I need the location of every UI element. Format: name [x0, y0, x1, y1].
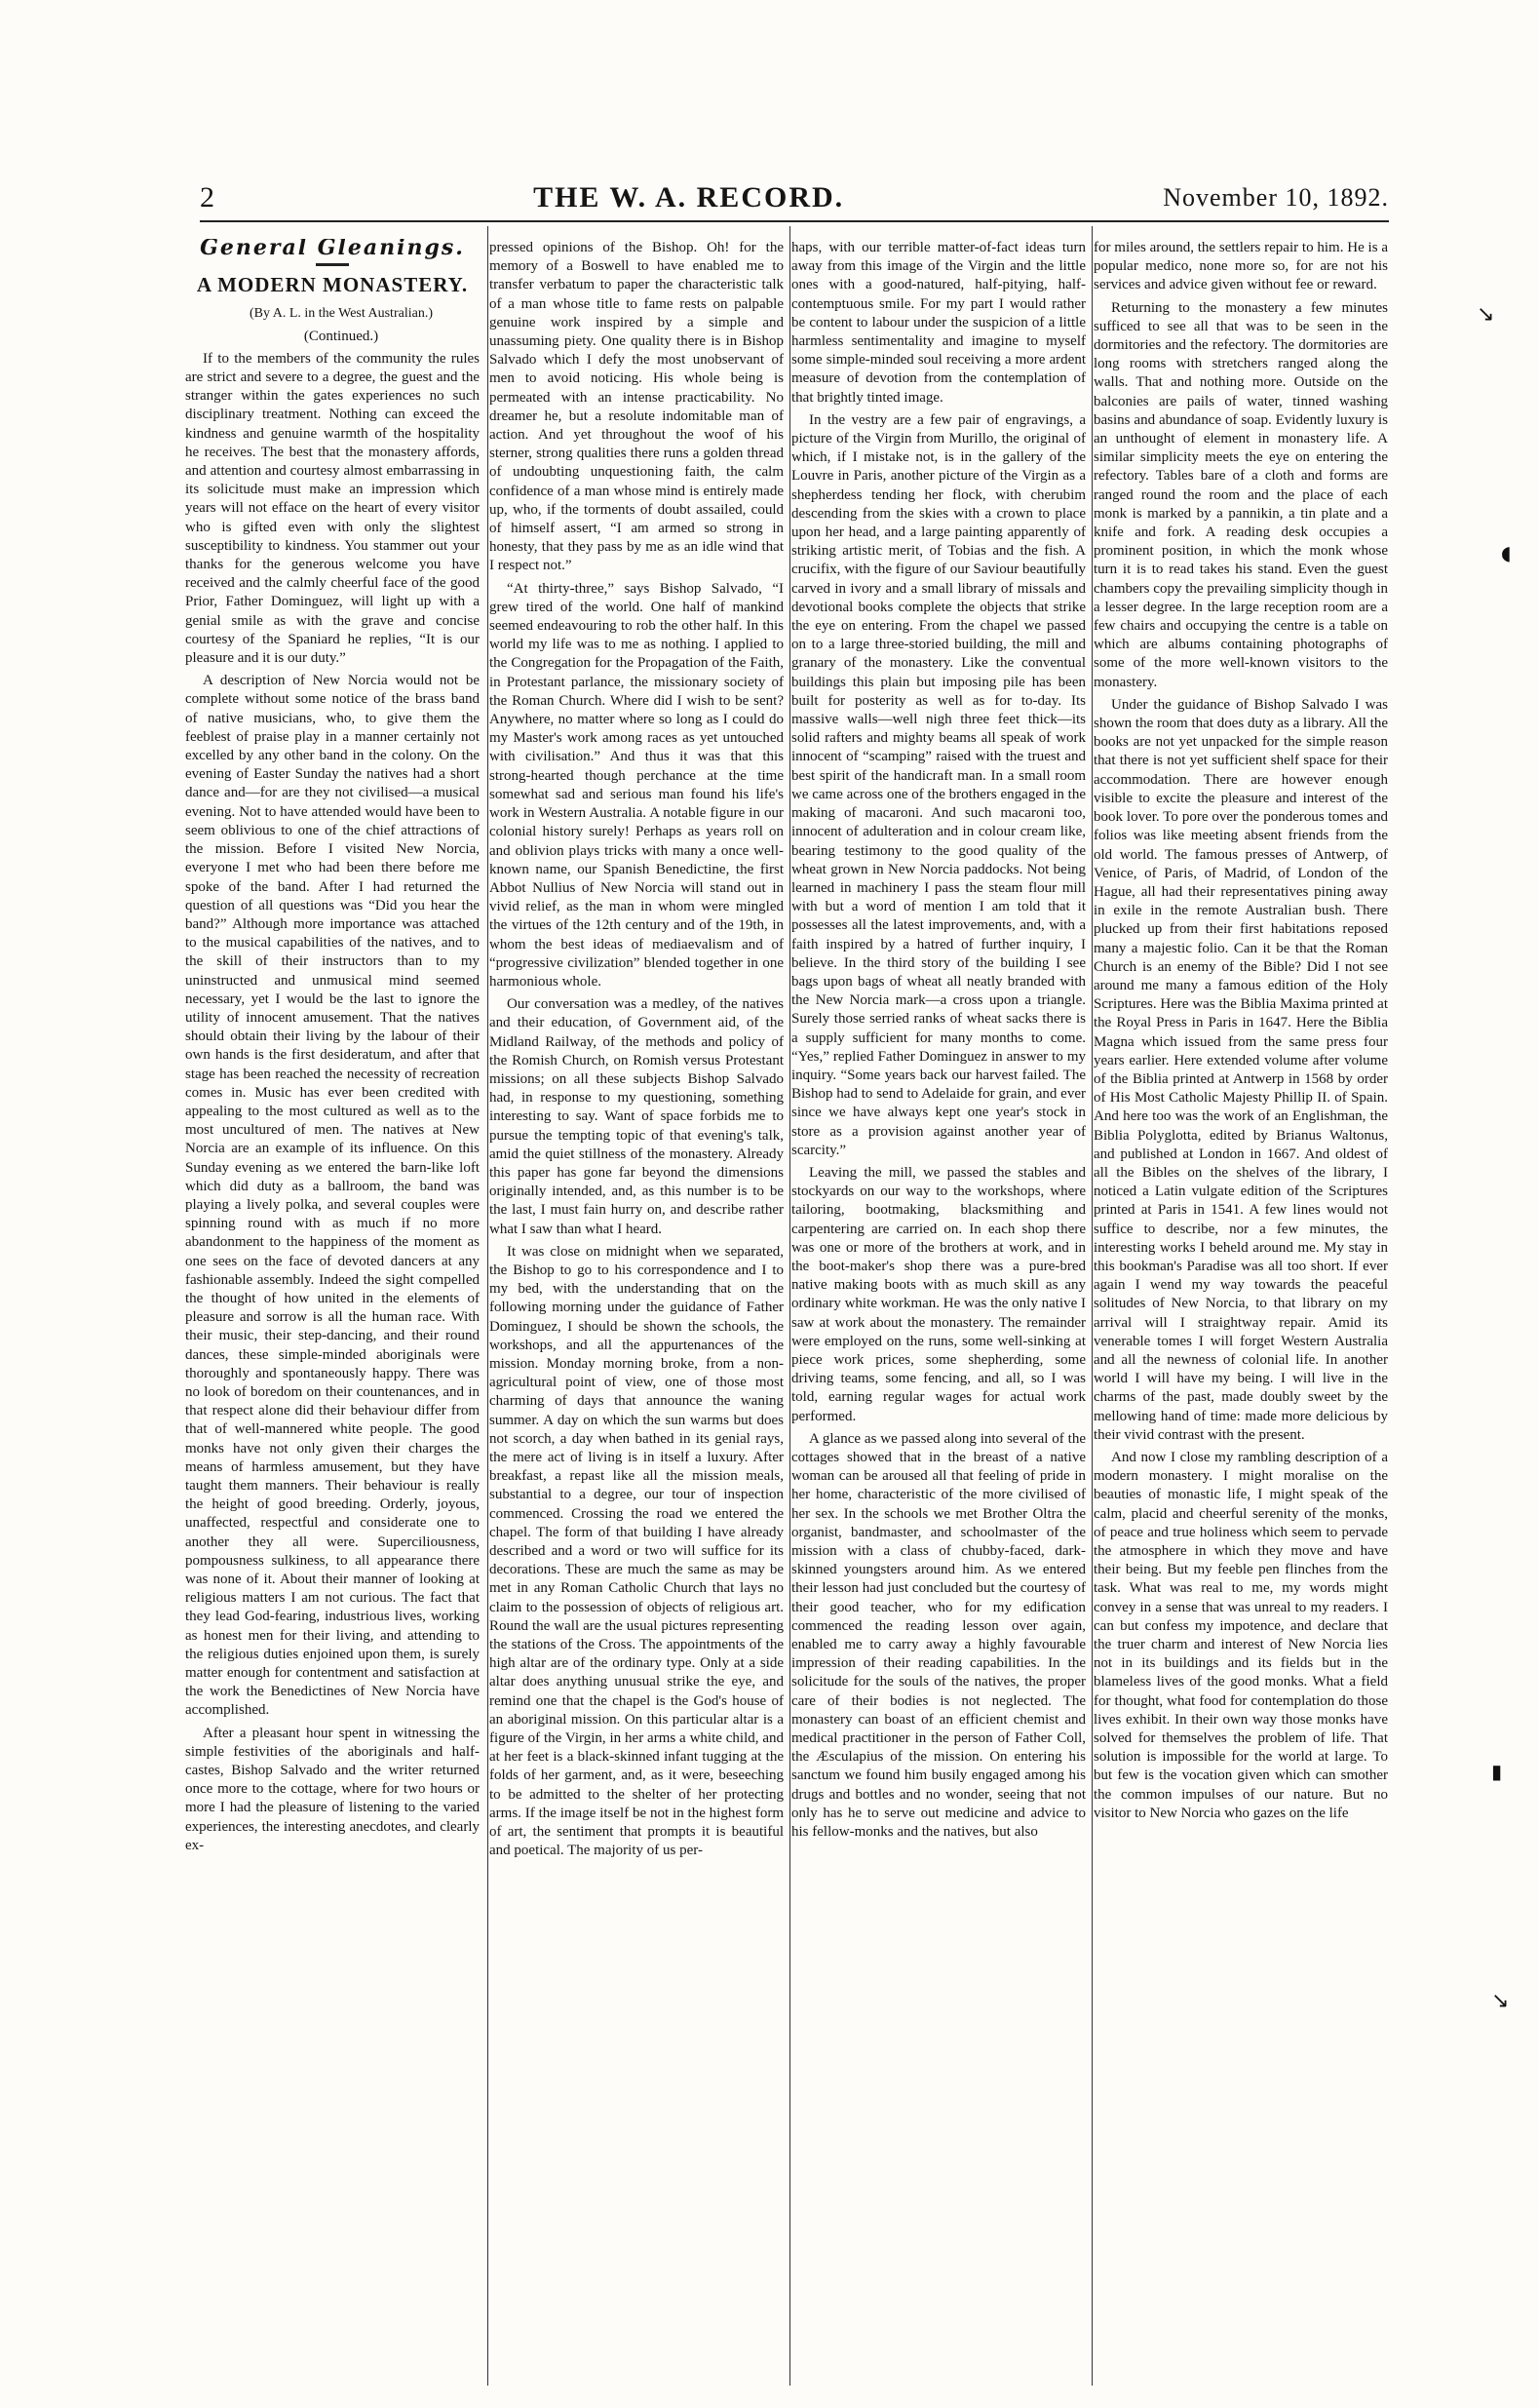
- column-1: [185, 239, 480, 2379]
- article-paragraph: It was close on midnight when we separated, the Bishop to go to his correspondence and I to my bed, with the understanding that on the following morning under the guidance of Father Dominguez, I should be shown the schools, the workshops, and all the appurtenances of the mission. Monday morning broke, from a non-agricultural point of view, one of those most charming of days that announce the waning summer. A day on which the sun warms but does not scorch, a day when bathed in its genial rays, the mere act of living is in itself a luxury. After breakfast, a repast like all the mission meals, substantial to a degree, our tour of inspection commenced. Crossing the road we entered the chapel. The form of that building I have already described and a word or two will suffice for its decorations. These are much the same as may be met in any Roman Catholic Church that lays no claim to the possession of objects of religious art. Round the wall are the usual pictures representing the stations of the Cross. The appointments of the high altar are of the ordinary type. Only at a side altar does anything unusual strike the eye, and remind one that the chapel is the God's house of an aboriginal mission. On this particular altar is a figure of the Virgin, in her arms a white child, and at her feet is a black-skinned infant tugging at the folds of her garment, and, as it were, beseeching to be admitted to the shelter of her protecting arms. If the image itself be not in the highest form of art, the sentiment that prompts it is beautiful and poetical. The majority of us per-: [489, 1243, 784, 1859]
- article-paragraph: Leaving the mill, we passed the stables and stockyards on our way to the workshops, where tailoring, bootmaking, blacksmithing and carpentering are carried on. In each shop there was one or more of the brothers at work, and in the boot-maker's shop there was a pure-bred native making boots with as much skill as any ordinary white workman. He was the only native I saw at work about the monastery. The remainder were employed on the runs, some well-sinking at piece work prices, some shepherding, some driving teams, some fencing, and all, so I was told, earning regular wages for actual work performed.: [791, 1164, 1086, 1424]
- margin-mark-icon: ▮: [1491, 1760, 1503, 1783]
- article-byline: (By A. L. in the West Australian.): [250, 306, 433, 322]
- article-paragraph: In the vestry are a few pair of engravings, a picture of the Virgin from Murillo, the original of which, if I mistake not, is in the gallery of the Louvre in Paris, another picture of the Virgin as a shepherdess tending her flock, with cherubim descending from the skies with a crown to place upon her head, and a large painting apparently of striking artistic merit, of Tobias and the fish. A crucifix, with the figure of our Saviour beautifully carved in ivory and a small library of missals and devotional books complete the objects that strike the eye on entering. From the chapel we passed on to a large three-storied building, the mill and granary of the monastery. Like the conventual buildings this plain but imposing pile has been built for posterity as well as for to-day. Its massive walls—well nigh three feet thick—its solid rafters and mighty beams all speak of work innocent of “scamping” raised with the truest and best spirit of the handicraft man. In a small room we came across one of the brothers engaged in the making of macaroni. And such macaroni too, innocent of adulteration and in colour cream like, bearing testimony to the good quality of the wheat grown in New Norcia paddocks. Not being learned in machinery I pass the steam flour mill with but a word of mention I am told that it possesses all the latest improvements, and, with a faith inspired by a hatred of further inquiry, I believe. In the third story of the building I see bags upon bags of wheat all neatly branded with the New Norcia mark—a cross upon a triangle. Surely those serried ranks of wheat sacks there is a supply sufficient for many months to come. “Yes,” replied Father Dominguez in answer to my inquiry. “Some years back our harvest failed. The Bishop had to send to Adelaide for grain, and ever since we have always kept one year's stock in store as a provision against another year of scarcity.”: [791, 411, 1086, 1158]
- page-number: 2: [200, 181, 214, 214]
- margin-mark-icon: ↘: [1477, 302, 1495, 327]
- article-paragraph: Our conversation was a medley, of the natives and their education, of Government aid, of the Midland Railway, of the methods and policy of the Romish Church, on Romish versus Protestant missions; on all these subjects Bishop Salvado had, in response to my questioning, something interesting to say. Want of space forbids me to pursue the tempting topic of that evening's talk, amid the quiet stillness of the monastery. Already this paper has gone far beyond the dimensions originally intended, and, as this number is to be the last, I must fain hurry on, and describe rather what I saw than what I heard.: [489, 996, 784, 1237]
- article-paragraph: Returning to the monastery a few minutes sufficed to see all that was to be seen in the dormitories and the refectory. The dormitories are long rooms with stretchers ranged along the walls. That and nothing more. Outside on the balconies are pails of water, tinned washing basins and abundance of soap. Evidently luxury is an unthought of element in monastery life. A similar simplicity meets the eye on entering the refectory. Tables bare of a cloth and forms are ranged round the room and the place of each monk is marked by a pannikin, a tin plate and a knife and fork. A reading desk occupies a prominent position, in which the monk whose turn it is to read takes his stand. Even the guest chambers copy the prevailing simplicity though in a lesser degree. In the large reception room are a few chairs and occupying the centre is a table on which are albums containing photographs of some of the more well-known visitors to the monastery.: [1094, 299, 1388, 690]
- article-paragraph: pressed opinions of the Bishop. Oh! for the memory of a Boswell to have enabled me to transfer verbatum to paper the characteristic talk of a man whose title to fame rests on palpable genuine work inspired by a simple and unassuming piety. One quality there is in Bishop Salvado which I defy the most unobservant of men to avoid noticing. His whole being is permeated with an intense practicability. No dreamer he, but a resolute indomitable man of action. And yet throughout the woof of his sterner, strong qualities there runs a golden thread of undoubting unquestioning faith, the calm confidence of a man whose mind is entirely made up, who, if the torments of doubt assailed, could of himself assert, “I am armed so strong in honesty, that they pass by me as an idle wind that I respect not.”: [489, 240, 784, 574]
- column-rule: [487, 226, 488, 2386]
- article-paragraph: for miles around, the settlers repair to him. He is a popular medico, none more so, for are not his services and advice given without fee or reward.: [1094, 240, 1388, 293]
- article-paragraph: Under the guidance of Bishop Salvado I was shown the room that does duty as a library. All the books are not yet unpacked for the simple reason that there is not yet sufficient shelf space for their accommodation. There are however enough visible to excite the pleasure and interest of the book lover. To pore over the ponderous tomes and folios was like meeting absent friends from the old world. The famous presses of Antwerp, of Venice, of Paris, of Madrid, of London of the Hague, all had their representatives pining away in exile in the remote Australian bush. There plucked up from their first habitations reposed many a majestic folio. Can it be that the Roman Church is an enemy of the Bible? Did I not see around me many a famous edition of the Holy Scriptures. Here was the Biblia Maxima printed at the Royal Press in Paris in 1647. Here the Biblia Magna which issued from the same press four years earlier. Here extended volume after volume of the Biblia printed at Antwerp in 1568 by order of His Most Catholic Majesty Phillip II. of Spain. And here too was the work of an Englishman, the Biblia Polyglotta, edited by Brianus Waltonus, and published at London in 1667. And oldest of all the Bibles on the shelves of the library, I noticed a Latin vulgate edition of the Scriptures printed at Paris in 1541. A few lines would not suffice to describe, nor a few minutes, the interesting works I beheld around me. My stay in this bookman's Paradise was all too short. If ever again I wend my way towards the peaceful solitudes of New Norcia, to that library on my arrival will I straightway repair. Amid its venerable tomes I will forget Western Australia and all the newness of colonial life. In another world I will have my being. I will live in the charms of the past, made doubly sweet by the mellowing hand of time: made more delicious by their vivid contrast with the present.: [1094, 696, 1388, 1443]
- article-paragraph: After a pleasant hour spent in witnessing the simple festivities of the aboriginals and half-castes, Bishop Salvado and the writer returned once more to the cottage, where for two hours or more I had the pleasure of listening to the varied experiences, the interesting anecdotes, and clearly ex-: [185, 1725, 480, 1853]
- section-heading: General Gleanings.: [200, 239, 465, 260]
- column-4: [1094, 239, 1388, 2379]
- column-2: [489, 239, 784, 2379]
- column-rule: [789, 226, 790, 2386]
- column-rule: [1092, 226, 1093, 2386]
- article-paragraph: “At thirty-three,” says Bishop Salvado, “I grew tired of the world. One half of mankind seemed endeavouring to rob the other half. In this world my life was to me as nothing. I applied to the Congregation for the Propagation of the Faith, in Protestant parlance, the missionary society of the Roman Church. Where did I wish to be sent? Anywhere, no matter where so long as I could do my Master's work among races as yet untouched with civilisation.” And thus it was that this strong-hearted though perchance at the time somewhat sad and serious man found his life's work in Western Australia. A notable figure in our colonial history surely! Perhaps as years roll on and oblivion plays tricks with many a once well-known name, our Spanish Benedictine, the first Abbot Nullius of New Norcia will stand out in vivid relief, as the man in whom were mingled the virtues of the 12th century and of the 19th, in whom the best ideas of mediaevalism and of “progressive civilization” blended together in one harmonious whole.: [489, 580, 784, 990]
- column-3: [791, 239, 1086, 2379]
- article-continued-note: (Continued.): [303, 328, 379, 344]
- article-paragraph: A glance as we passed along into several of the cottages showed that in the breast of a native woman can be aroused all that feeling of pride in her home, characteristic of the more civilised of her sex. In the schools we met Brother Oltra the organist, bandmaster, and schoolmaster of the mission with a class of chubby-faced, dark-skinned youngsters around him. As we entered their lesson had just concluded but the courtesy of their good teacher, who for my edification commenced the reading lesson over again, enabled me to carry away a highly favourable impression of their reading capabilities. In the solicitude for the souls of the natives, the proper care of their bodies is not neglected. The monastery can boast of an efficient chemist and medical practitioner in the person of Father Coll, the Æsculapius of the mission. On entering his sanctum we found him busily engaged among his drugs and bottles and no wonder, seeing that not only has he to serve out medicine and advice to his fellow-monks and the natives, but also: [791, 1430, 1086, 1841]
- section-divider: [316, 263, 349, 266]
- article-paragraph: And now I close my rambling description of a modern monastery. I might moralise on the beauties of monastic life, I might speak of the calm, placid and cheerful serenity of the monks, of peace and true holiness which seem to pervade the atmosphere in which they move and have their being. But my feeble pen flinches from the task. What was real to me, my words might convey in a sense that was unreal to my readers. I can but confess my impotence, and declare that the truer charm and interest of New Norcia lies not in its buildings and its fields but in the blameless lives of the good monks. What a field for thought, what food for contemplation do those lives exhibit. In their own way those monks have solved for themselves the problem of life. That solution is impossible for the world at large. To but few is the vocation given which can smother the common impulses of our nature. But no visitor to New Norcia who gazes on the life: [1094, 1450, 1388, 1821]
- article-paragraph: A description of New Norcia would not be complete without some notice of the brass band of native musicians, who, to give them the feeblest of praise play in a manner certainly not excelled by any other band in the colony. On the evening of Easter Sunday the natives had a short dance and—for are they not civilised—a musical evening. Not to have attended would have been to seem oblivious to one of the chief attractions of the mission. Before I visited New Norcia, everyone I met who had been there before me spoke of the band. After I had returned the question of all questions was “Did you hear the band?” Although more importance was attached to the musical capabilities of the natives, and to the skill of their instructors than to my uninstructed and unmusical mind seemed necessary, yet I would be the last to ignore the utility of innocent amusement. That the natives should obtain their living by the labour of their own hands is the first desideratum, and after that stage has been reached the necessity of recreation comes in. Music has ever been credited with appealing to the most cultured as well as to the most uncultured of men. The natives at New Norcia are an example of its influence. On this Sunday evening as we entered the barn-like loft which did duty as a ballroom, the band was playing a lively polka, and several couples were spinning round with as much if no more abandonment to the happiness of the moment as one sees on the face of devoted dancers at any fashionable assembly. Indeed the sight compelled the thought of how united in the elements of pleasure and sorrow is all the human race. With their music, their step-dancing, and their round dances, these simple-minded aboriginals were thoroughly and spontaneously happy. There was no look of boredom on their countenances, and in that respect alone did their behaviour differ from that of well-mannered white people. The good monks have not only given their charges the means of harmless amusement, but they have taught them manners. Their behaviour is really the height of good breeding. Orderly, joyous, unaffected, respectful and considerate one to another they all were. Superciliousness, pompousness sulkiness, to all appearance there was none of it. About their manner of looking at religious matters I am not curious. The fact that they lead God-fearing, industrious lives, working as honest men for their living, and attending to the religious duties enjoined upon them, is surely matter enough for contentment and satisfaction at the work the Benedictines of New Norcia have accomplished.: [185, 673, 480, 1719]
- article-paragraph: haps, with our terrible matter-of-fact ideas turn away from this image of the Virgin and the little ones with a good-natured, half-pitying, half-contemptuous smile. For my part I would rather be content to labour under the suspicion of a little harmless sentimentality and imagine to myself some simple-minded soul receiving a more ardent measure of devotion from the contemplation of that brightly tinted image.: [791, 240, 1086, 406]
- margin-mark-icon: ◖: [1501, 541, 1512, 564]
- issue-date: November 10, 1892.: [1163, 183, 1389, 212]
- newspaper-title: THE W. A. RECORD.: [533, 181, 845, 214]
- margin-mark-icon: ↘: [1491, 1989, 1510, 2013]
- article-paragraph: If to the members of the community the rules are strict and severe to a degree, the guest and the stranger within the gates experiences no such disciplinary treatment. Nothing can exceed the kindness and genuine warmth of the hospitality he receives. The best that the monastery affords, and attention and courtesy almost embarrassing in its solicitude must make an impression which years will not efface on the heart of every visitor who is gifted even with only the slightest susceptibility to kindness. You stammer out your thanks for the generous welcome you have received and the calmly cheerful face of the good Prior, Father Dominguez, will light up with a genial smile as with the grave and concise courtesy of the Spaniard he replies, “It is our pleasure and it is our duty.”: [185, 350, 480, 667]
- masthead: [200, 175, 1389, 222]
- article-title: A MODERN MONASTERY.: [196, 273, 469, 297]
